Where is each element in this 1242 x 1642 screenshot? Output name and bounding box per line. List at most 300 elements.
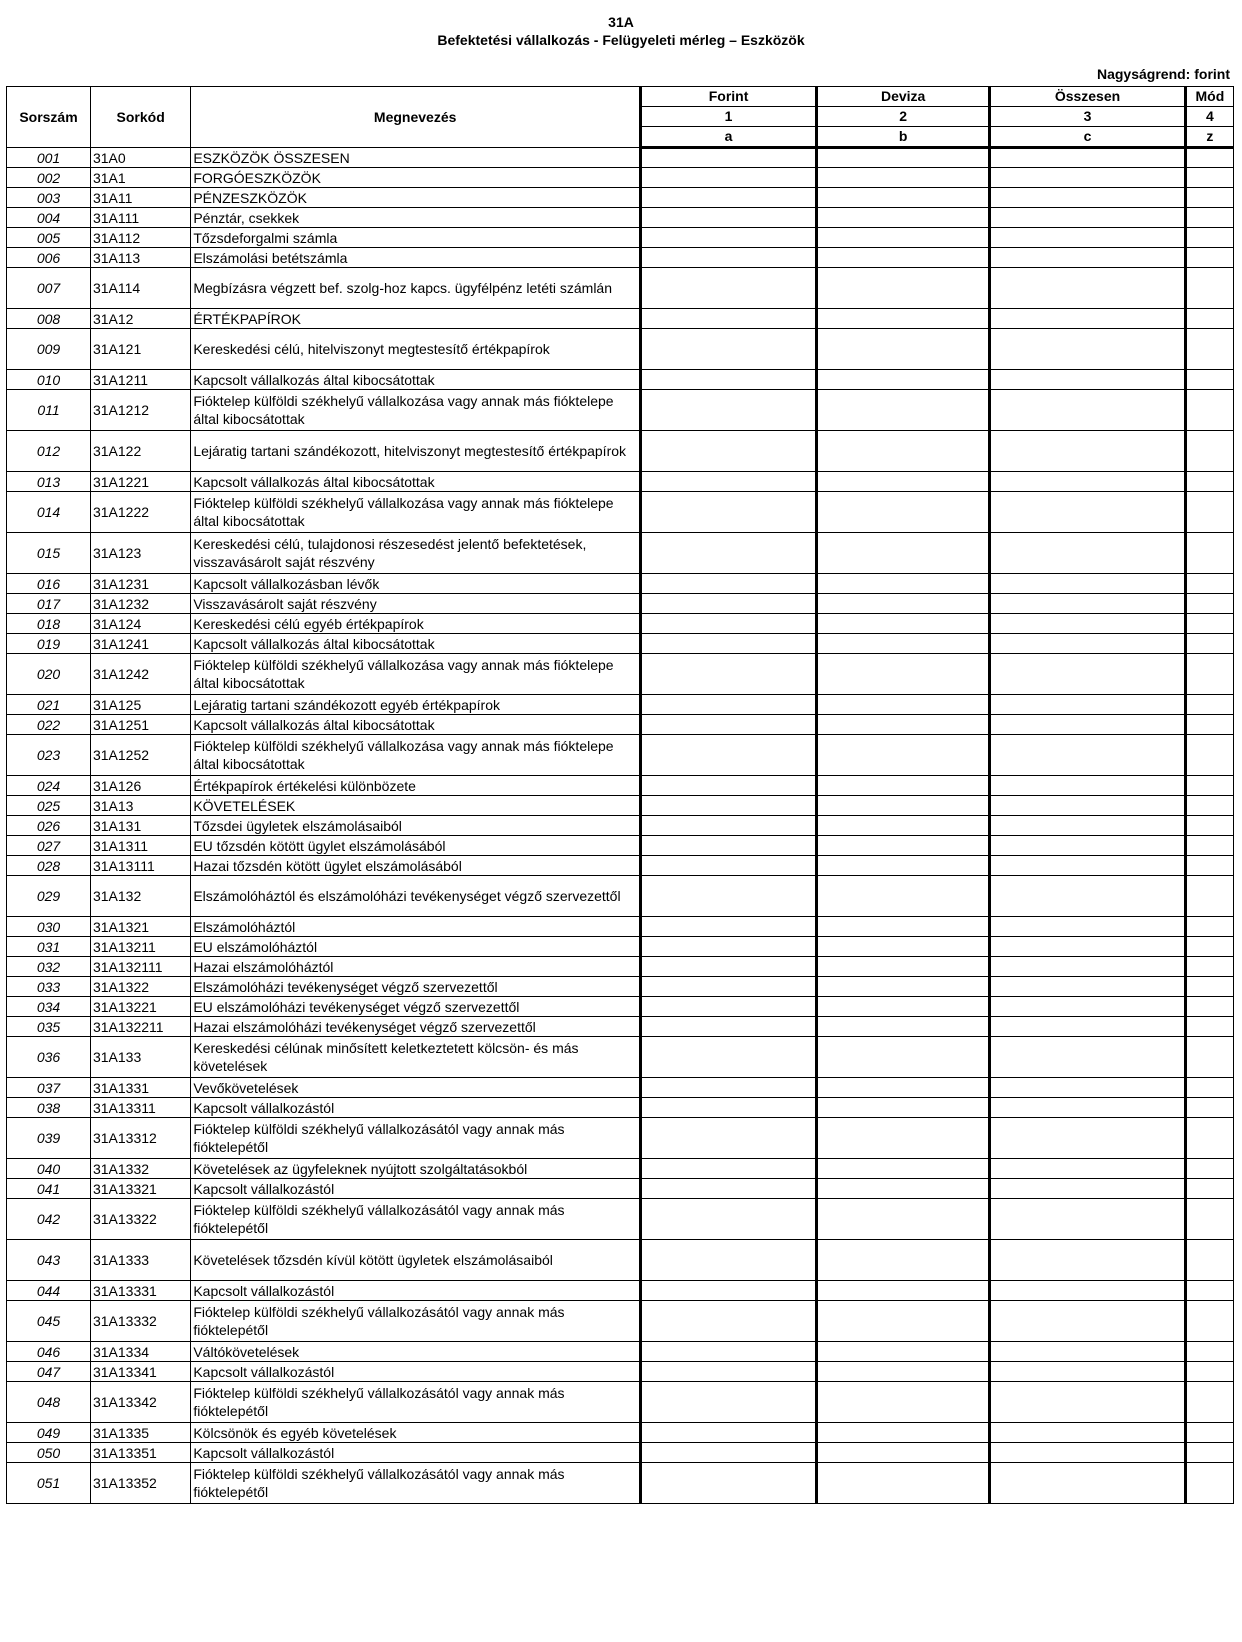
row-mod-value[interactable] [1185, 309, 1233, 329]
row-deviza-value[interactable] [817, 431, 990, 472]
row-forint-value[interactable] [640, 1443, 816, 1463]
row-osszesen-value[interactable] [990, 876, 1186, 917]
row-sorszam: 020 [7, 654, 91, 695]
row-osszesen-value[interactable] [990, 1463, 1186, 1504]
row-mod-value[interactable] [1185, 735, 1233, 776]
row-mod-value[interactable] [1185, 957, 1233, 977]
row-osszesen-value[interactable] [990, 776, 1186, 796]
row-osszesen-value[interactable] [990, 1301, 1186, 1342]
row-deviza-value[interactable] [817, 957, 990, 977]
row-osszesen-value[interactable] [990, 634, 1186, 654]
row-megnevezes: Értékpapírok értékelési különbözete [191, 776, 641, 796]
row-mod-value[interactable] [1185, 533, 1233, 574]
row-sorszam: 028 [7, 856, 91, 876]
row-osszesen-value[interactable] [990, 1443, 1186, 1463]
table-row [7, 329, 1234, 370]
row-deviza-value[interactable] [817, 1098, 990, 1118]
table-row [7, 876, 1234, 917]
row-forint-value[interactable] [640, 796, 816, 816]
row-deviza-value[interactable] [817, 370, 990, 390]
row-sorszam: 045 [7, 1301, 91, 1342]
row-deviza-value[interactable] [817, 634, 990, 654]
row-forint-value[interactable] [640, 268, 816, 309]
row-megnevezes: Elszámolási betétszámla [191, 248, 641, 268]
row-megnevezes: Kapcsolt vállalkozásban lévők [191, 574, 641, 594]
row-mod-value[interactable] [1185, 1240, 1233, 1281]
row-deviza-value[interactable] [817, 329, 990, 370]
row-mod-value[interactable] [1185, 574, 1233, 594]
row-osszesen-value[interactable] [990, 228, 1186, 248]
row-deviza-value[interactable] [817, 533, 990, 574]
header-num-1: 1 [640, 107, 816, 127]
table-row [7, 836, 1234, 856]
row-forint-value[interactable] [640, 997, 816, 1017]
row-forint-value[interactable] [640, 1362, 816, 1382]
row-mod-value[interactable] [1185, 977, 1233, 997]
row-forint-value[interactable] [640, 1037, 816, 1078]
row-forint-value[interactable] [640, 1342, 816, 1362]
table-row [7, 594, 1234, 614]
row-mod-value[interactable] [1185, 796, 1233, 816]
table-row [7, 370, 1234, 390]
row-forint-value[interactable] [640, 309, 816, 329]
row-deviza-value[interactable] [817, 1342, 990, 1362]
row-mod-value[interactable] [1185, 1037, 1233, 1078]
row-deviza-value[interactable] [817, 1159, 990, 1179]
row-forint-value[interactable] [640, 836, 816, 856]
row-sorszam: 035 [7, 1017, 91, 1037]
row-sorszam: 017 [7, 594, 91, 614]
row-osszesen-value[interactable] [990, 715, 1186, 735]
row-forint-value[interactable] [640, 957, 816, 977]
row-mod-value[interactable] [1185, 431, 1233, 472]
row-megnevezes: Kereskedési célúnak minősített keletkeztetett kölcsön- és más követelések [191, 1037, 641, 1078]
row-forint-value[interactable] [640, 228, 816, 248]
row-deviza-value[interactable] [817, 1017, 990, 1037]
row-mod-value[interactable] [1185, 836, 1233, 856]
row-sorszam: 016 [7, 574, 91, 594]
row-forint-value[interactable] [640, 1017, 816, 1037]
row-deviza-value[interactable] [817, 977, 990, 997]
row-mod-value[interactable] [1185, 1281, 1233, 1301]
table-row [7, 574, 1234, 594]
row-megnevezes: Hazai tőzsdén kötött ügylet elszámolásából [191, 856, 641, 876]
row-sorszam: 012 [7, 431, 91, 472]
row-sorkod: 31A131 [90, 816, 190, 836]
row-mod-value[interactable] [1185, 614, 1233, 634]
row-sorkod: 31A13322 [90, 1199, 190, 1240]
row-mod-value[interactable] [1185, 228, 1233, 248]
row-forint-value[interactable] [640, 329, 816, 370]
row-osszesen-value[interactable] [990, 1281, 1186, 1301]
row-deviza-value[interactable] [817, 917, 990, 937]
row-mod-value[interactable] [1185, 1382, 1233, 1423]
row-osszesen-value[interactable] [990, 1179, 1186, 1199]
row-osszesen-value[interactable] [990, 1098, 1186, 1118]
row-sorkod: 31A13351 [90, 1443, 190, 1463]
row-osszesen-value[interactable] [990, 816, 1186, 836]
row-forint-value[interactable] [640, 876, 816, 917]
row-forint-value[interactable] [640, 977, 816, 997]
row-sorszam: 040 [7, 1159, 91, 1179]
row-sorszam: 033 [7, 977, 91, 997]
table-row [7, 309, 1234, 329]
row-osszesen-value[interactable] [990, 1342, 1186, 1362]
row-osszesen-value[interactable] [990, 1423, 1186, 1443]
row-mod-value[interactable] [1185, 1118, 1233, 1159]
table-row [7, 957, 1234, 977]
row-deviza-value[interactable] [817, 390, 990, 431]
row-mod-value[interactable] [1185, 1017, 1233, 1037]
row-mod-value[interactable] [1185, 208, 1233, 228]
row-forint-value[interactable] [640, 574, 816, 594]
row-osszesen-value[interactable] [990, 268, 1186, 309]
table-row [7, 856, 1234, 876]
table-row [7, 735, 1234, 776]
table-row [7, 1118, 1234, 1159]
row-mod-value[interactable] [1185, 997, 1233, 1017]
row-deviza-value[interactable] [817, 715, 990, 735]
header-megnevezes: Megnevezés [191, 87, 641, 148]
row-forint-value[interactable] [640, 208, 816, 228]
row-forint-value[interactable] [640, 431, 816, 472]
row-mod-value[interactable] [1185, 776, 1233, 796]
row-osszesen-value[interactable] [990, 836, 1186, 856]
row-osszesen-value[interactable] [990, 472, 1186, 492]
row-osszesen-value[interactable] [990, 248, 1186, 268]
row-megnevezes: Tőzsdeforgalmi számla [191, 228, 641, 248]
row-osszesen-value[interactable] [990, 695, 1186, 715]
row-sorkod: 31A125 [90, 695, 190, 715]
row-forint-value[interactable] [640, 816, 816, 836]
row-sorkod: 31A113 [90, 248, 190, 268]
row-osszesen-value[interactable] [990, 1199, 1186, 1240]
row-mod-value[interactable] [1185, 654, 1233, 695]
row-mod-value[interactable] [1185, 1362, 1233, 1382]
row-mod-value[interactable] [1185, 1179, 1233, 1199]
row-sorszam: 006 [7, 248, 91, 268]
row-forint-value[interactable] [640, 248, 816, 268]
row-mod-value[interactable] [1185, 816, 1233, 836]
row-forint-value[interactable] [640, 533, 816, 574]
row-sorkod: 31A13331 [90, 1281, 190, 1301]
row-megnevezes: Fióktelep külföldi székhelyű vállalkozásától vagy annak más fióktelepétől [191, 1463, 641, 1504]
row-mod-value[interactable] [1185, 370, 1233, 390]
row-sorkod: 31A1232 [90, 594, 190, 614]
row-sorkod: 31A1335 [90, 1423, 190, 1443]
row-osszesen-value[interactable] [990, 957, 1186, 977]
row-forint-value[interactable] [640, 1098, 816, 1118]
row-deviza-value[interactable] [817, 1443, 990, 1463]
row-forint-value[interactable] [640, 856, 816, 876]
row-osszesen-value[interactable] [990, 208, 1186, 228]
row-mod-value[interactable] [1185, 1463, 1233, 1504]
row-forint-value[interactable] [640, 654, 816, 695]
row-forint-value[interactable] [640, 1281, 816, 1301]
row-osszesen-value[interactable] [990, 1118, 1186, 1159]
row-deviza-value[interactable] [817, 309, 990, 329]
row-sorszam: 039 [7, 1118, 91, 1159]
row-forint-value[interactable] [640, 937, 816, 957]
row-deviza-value[interactable] [817, 1240, 990, 1281]
row-sorszam: 048 [7, 1382, 91, 1423]
row-forint-value[interactable] [640, 695, 816, 715]
row-sorszam: 049 [7, 1423, 91, 1443]
row-deviza-value[interactable] [817, 492, 990, 533]
row-sorszam: 022 [7, 715, 91, 735]
row-deviza-value[interactable] [817, 735, 990, 776]
row-deviza-value[interactable] [817, 248, 990, 268]
row-osszesen-value[interactable] [990, 533, 1186, 574]
row-forint-value[interactable] [640, 1179, 816, 1199]
row-sorszam: 031 [7, 937, 91, 957]
row-osszesen-value[interactable] [990, 917, 1186, 937]
row-osszesen-value[interactable] [990, 492, 1186, 533]
row-sorkod: 31A13342 [90, 1382, 190, 1423]
row-mod-value[interactable] [1185, 1342, 1233, 1362]
row-osszesen-value[interactable] [990, 188, 1186, 208]
row-deviza-value[interactable] [817, 594, 990, 614]
row-osszesen-value[interactable] [990, 390, 1186, 431]
row-forint-value[interactable] [640, 1159, 816, 1179]
row-osszesen-value[interactable] [990, 370, 1186, 390]
row-mod-value[interactable] [1185, 248, 1233, 268]
header-letter-b: b [817, 127, 990, 148]
row-deviza-value[interactable] [817, 1179, 990, 1199]
row-deviza-value[interactable] [817, 574, 990, 594]
row-osszesen-value[interactable] [990, 168, 1186, 188]
row-deviza-value[interactable] [817, 816, 990, 836]
row-mod-value[interactable] [1185, 1301, 1233, 1342]
row-deviza-value[interactable] [817, 614, 990, 634]
row-mod-value[interactable] [1185, 472, 1233, 492]
row-mod-value[interactable] [1185, 1078, 1233, 1098]
row-deviza-value[interactable] [817, 876, 990, 917]
row-osszesen-value[interactable] [990, 735, 1186, 776]
row-sorkod: 31A13321 [90, 1179, 190, 1199]
row-deviza-value[interactable] [817, 1199, 990, 1240]
row-mod-value[interactable] [1185, 148, 1233, 168]
row-megnevezes: Fióktelep külföldi székhelyű vállalkozásától vagy annak más fióktelepétől [191, 1118, 641, 1159]
row-osszesen-value[interactable] [990, 148, 1186, 168]
row-deviza-value[interactable] [817, 997, 990, 1017]
table-row [7, 614, 1234, 634]
row-sorkod: 31A1251 [90, 715, 190, 735]
row-osszesen-value[interactable] [990, 796, 1186, 816]
row-sorkod: 31A1212 [90, 390, 190, 431]
row-megnevezes: Fióktelep külföldi székhelyű vállalkozásától vagy annak más fióktelepétől [191, 1382, 641, 1423]
row-mod-value[interactable] [1185, 268, 1233, 309]
row-sorszam: 027 [7, 836, 91, 856]
row-megnevezes: Kapcsolt vállalkozás által kibocsátottak [191, 634, 641, 654]
row-forint-value[interactable] [640, 148, 816, 168]
row-sorkod: 31A1241 [90, 634, 190, 654]
row-deviza-value[interactable] [817, 1281, 990, 1301]
row-sorszam: 025 [7, 796, 91, 816]
row-forint-value[interactable] [640, 168, 816, 188]
row-osszesen-value[interactable] [990, 654, 1186, 695]
row-sorkod: 31A1211 [90, 370, 190, 390]
row-forint-value[interactable] [640, 1382, 816, 1423]
row-sorszam: 002 [7, 168, 91, 188]
row-sorkod: 31A132 [90, 876, 190, 917]
row-megnevezes: Kölcsönök és egyéb követelések [191, 1423, 641, 1443]
row-forint-value[interactable] [640, 776, 816, 796]
row-forint-value[interactable] [640, 1199, 816, 1240]
row-forint-value[interactable] [640, 1078, 816, 1098]
row-sorszam: 005 [7, 228, 91, 248]
row-deviza-value[interactable] [817, 1463, 990, 1504]
row-deviza-value[interactable] [817, 208, 990, 228]
row-osszesen-value[interactable] [990, 1159, 1186, 1179]
row-megnevezes: Kapcsolt vállalkozás által kibocsátottak [191, 370, 641, 390]
row-megnevezes: Lejáratig tartani szándékozott egyéb értékpapírok [191, 695, 641, 715]
row-forint-value[interactable] [640, 594, 816, 614]
row-megnevezes: ÉRTÉKPAPÍROK [191, 309, 641, 329]
row-sorkod: 31A1221 [90, 472, 190, 492]
row-deviza-value[interactable] [817, 472, 990, 492]
row-osszesen-value[interactable] [990, 856, 1186, 876]
row-osszesen-value[interactable] [990, 1240, 1186, 1281]
row-mod-value[interactable] [1185, 1159, 1233, 1179]
row-mod-value[interactable] [1185, 937, 1233, 957]
row-osszesen-value[interactable] [990, 574, 1186, 594]
row-osszesen-value[interactable] [990, 329, 1186, 370]
row-mod-value[interactable] [1185, 188, 1233, 208]
row-deviza-value[interactable] [817, 1382, 990, 1423]
table-row [7, 816, 1234, 836]
row-osszesen-value[interactable] [990, 1362, 1186, 1382]
row-sorkod: 31A1331 [90, 1078, 190, 1098]
row-forint-value[interactable] [640, 735, 816, 776]
row-megnevezes: Elszámolóházi tevékenységet végző szervezettől [191, 977, 641, 997]
row-mod-value[interactable] [1185, 876, 1233, 917]
row-megnevezes: Kereskedési célú, tulajdonosi részesedést jelentő befektetések, visszavásárolt saját részvény [191, 533, 641, 574]
row-osszesen-value[interactable] [990, 1078, 1186, 1098]
row-mod-value[interactable] [1185, 917, 1233, 937]
row-sorkod: 31A1242 [90, 654, 190, 695]
row-mod-value[interactable] [1185, 329, 1233, 370]
row-mod-value[interactable] [1185, 594, 1233, 614]
row-osszesen-value[interactable] [990, 309, 1186, 329]
row-mod-value[interactable] [1185, 1443, 1233, 1463]
row-forint-value[interactable] [640, 1301, 816, 1342]
row-sorkod: 31A132211 [90, 1017, 190, 1037]
row-deviza-value[interactable] [817, 856, 990, 876]
row-osszesen-value[interactable] [990, 614, 1186, 634]
table-row [7, 1017, 1234, 1037]
row-osszesen-value[interactable] [990, 1037, 1186, 1078]
row-forint-value[interactable] [640, 1118, 816, 1159]
row-forint-value[interactable] [640, 634, 816, 654]
row-megnevezes: Kapcsolt vállalkozástól [191, 1098, 641, 1118]
row-osszesen-value[interactable] [990, 997, 1186, 1017]
header-letter-z: z [1185, 127, 1233, 148]
row-mod-value[interactable] [1185, 390, 1233, 431]
row-deviza-value[interactable] [817, 1118, 990, 1159]
row-deviza-value[interactable] [817, 228, 990, 248]
row-forint-value[interactable] [640, 390, 816, 431]
row-osszesen-value[interactable] [990, 1382, 1186, 1423]
row-forint-value[interactable] [640, 1240, 816, 1281]
row-forint-value[interactable] [640, 370, 816, 390]
row-deviza-value[interactable] [817, 1301, 990, 1342]
row-deviza-value[interactable] [817, 796, 990, 816]
row-mod-value[interactable] [1185, 856, 1233, 876]
row-deviza-value[interactable] [817, 268, 990, 309]
row-sorkod: 31A114 [90, 268, 190, 309]
row-mod-value[interactable] [1185, 1098, 1233, 1118]
row-deviza-value[interactable] [817, 168, 990, 188]
row-megnevezes: Pénztár, csekkek [191, 208, 641, 228]
row-osszesen-value[interactable] [990, 937, 1186, 957]
row-osszesen-value[interactable] [990, 594, 1186, 614]
row-sorkod: 31A0 [90, 148, 190, 168]
row-mod-value[interactable] [1185, 1199, 1233, 1240]
table-row [7, 917, 1234, 937]
header-num-2: 2 [817, 107, 990, 127]
row-deviza-value[interactable] [817, 937, 990, 957]
row-forint-value[interactable] [640, 472, 816, 492]
header-num-3: 3 [990, 107, 1186, 127]
row-sorkod: 31A132111 [90, 957, 190, 977]
row-deviza-value[interactable] [817, 695, 990, 715]
table-row [7, 1199, 1234, 1240]
row-mod-value[interactable] [1185, 634, 1233, 654]
row-forint-value[interactable] [640, 492, 816, 533]
table-row [7, 1382, 1234, 1423]
table-row [7, 634, 1234, 654]
row-megnevezes: Elszámolóháztól és elszámolóházi tevékenységet végző szervezettől [191, 876, 641, 917]
row-sorkod: 31A13 [90, 796, 190, 816]
row-deviza-value[interactable] [817, 1078, 990, 1098]
table-row [7, 228, 1234, 248]
row-deviza-value[interactable] [817, 654, 990, 695]
row-forint-value[interactable] [640, 1463, 816, 1504]
row-deviza-value[interactable] [817, 776, 990, 796]
row-forint-value[interactable] [640, 917, 816, 937]
row-forint-value[interactable] [640, 1423, 816, 1443]
row-forint-value[interactable] [640, 188, 816, 208]
row-sorkod: 31A111 [90, 208, 190, 228]
row-forint-value[interactable] [640, 614, 816, 634]
row-deviza-value[interactable] [817, 1037, 990, 1078]
row-mod-value[interactable] [1185, 715, 1233, 735]
row-deviza-value[interactable] [817, 188, 990, 208]
row-mod-value[interactable] [1185, 492, 1233, 533]
row-deviza-value[interactable] [817, 836, 990, 856]
row-sorkod: 31A12 [90, 309, 190, 329]
row-deviza-value[interactable] [817, 148, 990, 168]
table-row [7, 654, 1234, 695]
row-forint-value[interactable] [640, 715, 816, 735]
row-megnevezes: Kapcsolt vállalkozás által kibocsátottak [191, 472, 641, 492]
row-sorkod: 31A13341 [90, 1362, 190, 1382]
row-mod-value[interactable] [1185, 1423, 1233, 1443]
row-deviza-value[interactable] [817, 1423, 990, 1443]
table-row [7, 695, 1234, 715]
row-sorkod: 31A133 [90, 1037, 190, 1078]
row-mod-value[interactable] [1185, 695, 1233, 715]
row-deviza-value[interactable] [817, 1362, 990, 1382]
row-osszesen-value[interactable] [990, 431, 1186, 472]
row-osszesen-value[interactable] [990, 977, 1186, 997]
header-num-4: 4 [1185, 107, 1233, 127]
row-mod-value[interactable] [1185, 168, 1233, 188]
row-megnevezes: Fióktelep külföldi székhelyű vállalkozásától vagy annak más fióktelepétől [191, 1199, 641, 1240]
row-osszesen-value[interactable] [990, 1017, 1186, 1037]
row-sorszam: 024 [7, 776, 91, 796]
